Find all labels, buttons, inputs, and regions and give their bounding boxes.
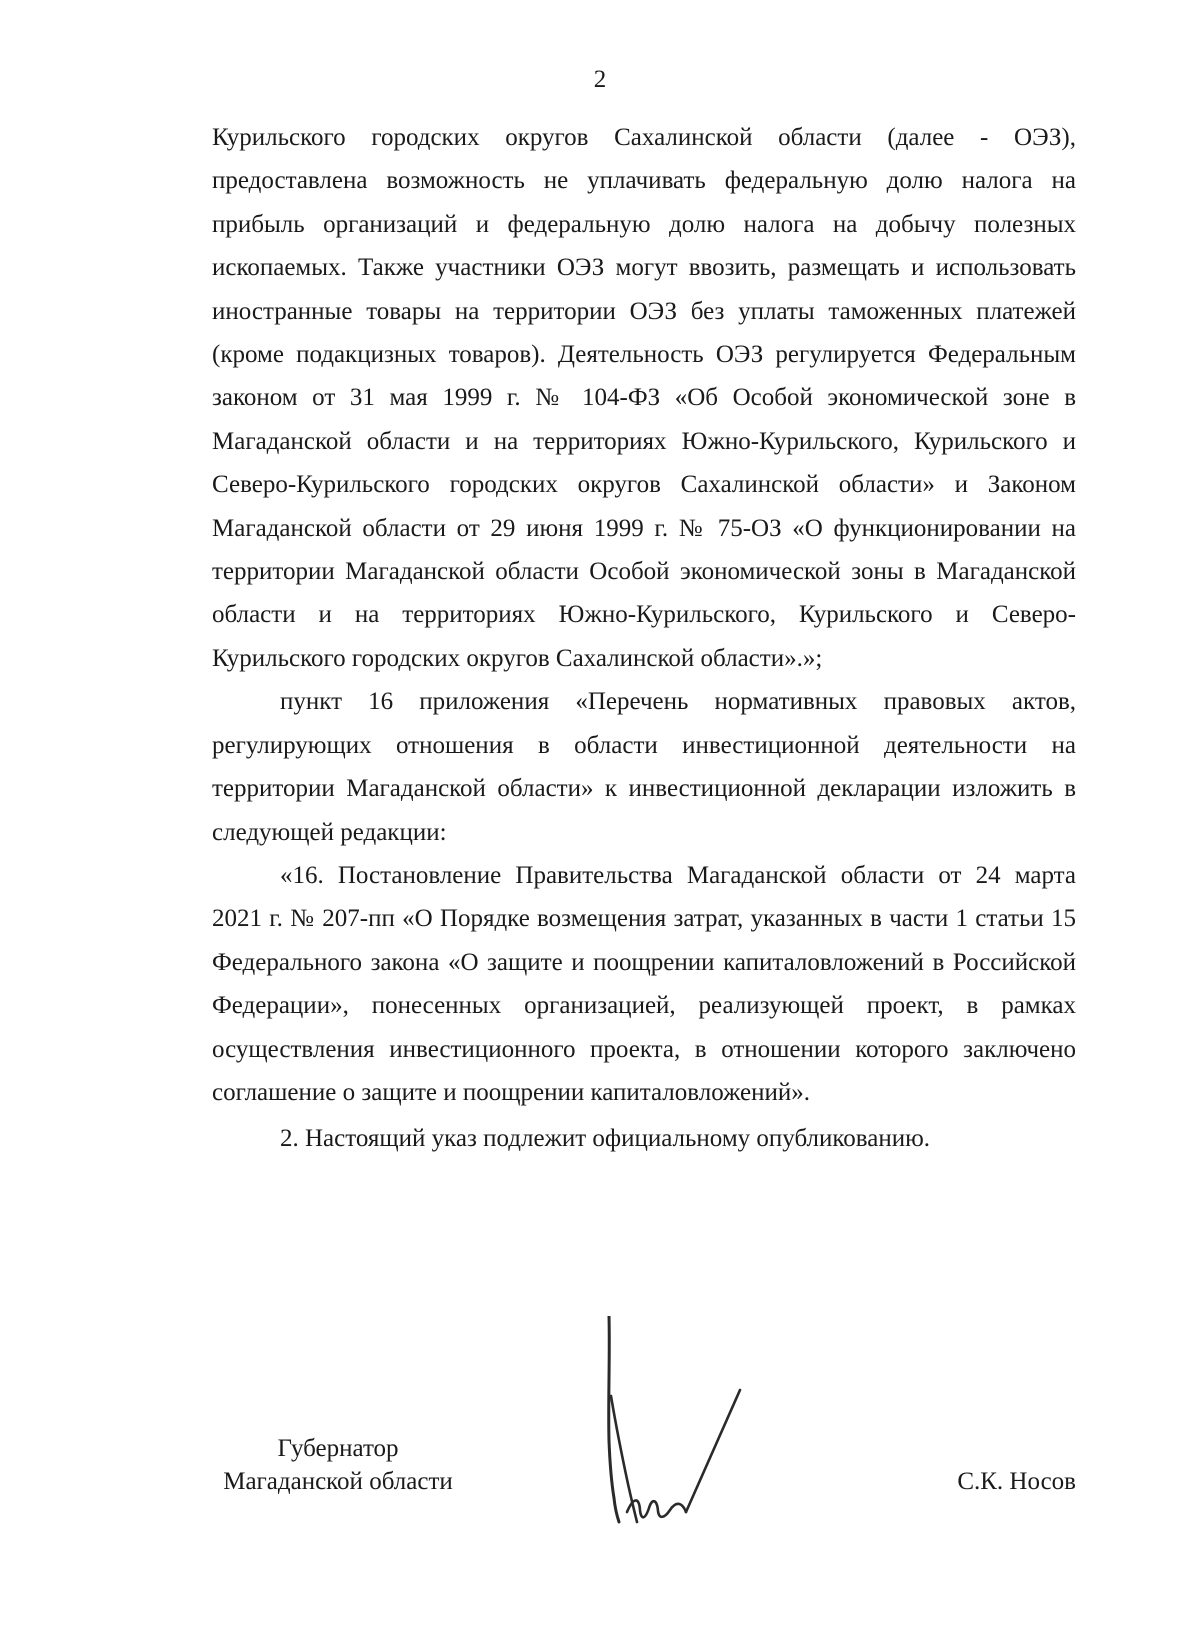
document-body: [212, 116, 1076, 1161]
paragraph-item-16-amendment: пункт 16 приложения «Перечень нормативных правовых актов, регулирующих отношения в области инвестиционной деятельности на территории Магаданской области» к инвестиционной декларации изложить в следующей редакции:: [212, 688, 1076, 846]
signatory-position-line2: Магаданской области: [223, 1468, 453, 1495]
signature-block: [212, 1432, 1076, 1522]
signatory-position: [212, 1432, 464, 1498]
paragraph-publication: 2. Настоящий указ подлежит официальному опубликованию.: [280, 1125, 931, 1153]
page-number: 2: [593, 66, 607, 93]
signatory-position-line1: Губернатор: [277, 1435, 399, 1462]
paragraph-oez-description: Курильского городских округов Сахалинской области (далее - ОЭЗ), предоставлена возможность не уплачивать федеральную долю налога на прибыль организаций и федеральную долю налога на добычу полезных ископаемых. Также участники ОЭЗ могут ввозить, размещать и использовать иностранные товары на территории ОЭЗ без уплаты таможенных платежей (кроме подакцизных товаров). Деятельность ОЭЗ регулируется Федеральным законом от 31 мая 1999 г. № 104-ФЗ «Об Особой экономической зоне в Магаданской области и на территориях Южно-Курильского, Курильского и Северо-Курильского городских округов Сахалинской области» и Законом Магаданской области от 29 июня 1999 г. № 75-ОЗ «О функционировании на территории Магаданской области Особой экономической зоны в Магаданской области и на территориях Южно-Курильского, Курильского и Северо-Курильского городских округов Сахалинской области».»;: [212, 124, 1076, 672]
paragraph-item-16-text: «16. Постановление Правительства Магаданской области от 24 марта 2021 г. № 207-пп «О Порядке возмещения затрат, указанных в части 1 статьи 15 Федерального закона «О защите и поощрении капиталовложений в Российской Федерации», понесенных организацией, реализующей проект, в рамках осуществления инвестиционного проекта, в отношении которого заключено соглашение о защите и поощрении капиталовложений».: [212, 861, 1076, 1106]
signatory-name: С.К. Носов: [957, 1468, 1076, 1495]
